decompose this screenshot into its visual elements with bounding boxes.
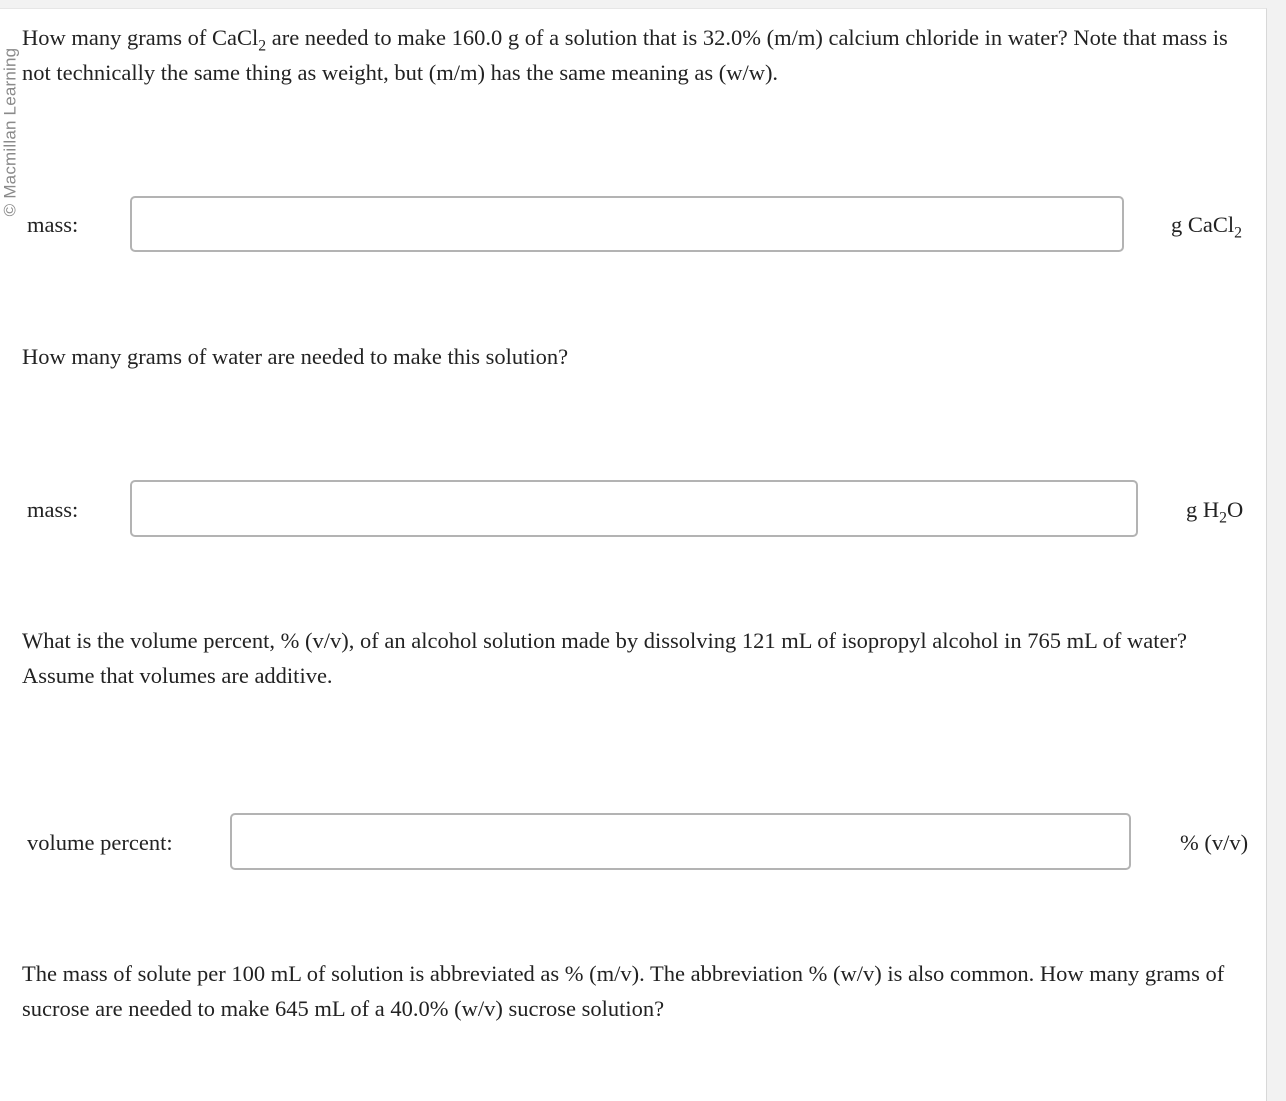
water-unit: g $H_2O$ xyxy=(1186,497,1244,527)
volume-percent-label: volume percent: xyxy=(27,830,173,855)
cacl2-unit: g CaCl$_2$ xyxy=(1171,212,1243,242)
question-3-text: What is the volume percent, % (v/v), of an alcohol solution made by dissolving 121 mL of isopropyl alcohol in 765 mL of water? Assume that volumes are additive. xyxy=(22,628,1187,688)
copyright-watermark: © Macmillan Learning xyxy=(0,47,19,217)
volume-percent-unit: % (v/v) xyxy=(1180,830,1249,855)
question-1-text: How many grams of CaCl$_2$ are needed to make 160.0 g of a solution that is 32.0% (m/m) calcium chloride in water? Note that mass is not technically the same thing as weight, but (m/m) has the same meaning as (w/w). xyxy=(22,25,1228,85)
question-2-text: How many grams of water are needed to make this solution? xyxy=(22,344,569,369)
volume-percent-input[interactable] xyxy=(230,813,1131,870)
question-4-text: The mass of solute per 100 mL of solution is abbreviated as % (m/v). The abbreviation % (w/v) is also common. How many grams of sucrose are needed to make 645 mL of a 40.0% (w/v) sucrose solution? xyxy=(22,961,1225,1021)
mass-label: mass: xyxy=(27,212,79,237)
cacl2-mass-input[interactable] xyxy=(130,196,1124,252)
water-mass-input[interactable] xyxy=(130,480,1138,537)
question-card xyxy=(0,8,1267,1101)
water-mass-label: mass: xyxy=(27,497,79,522)
